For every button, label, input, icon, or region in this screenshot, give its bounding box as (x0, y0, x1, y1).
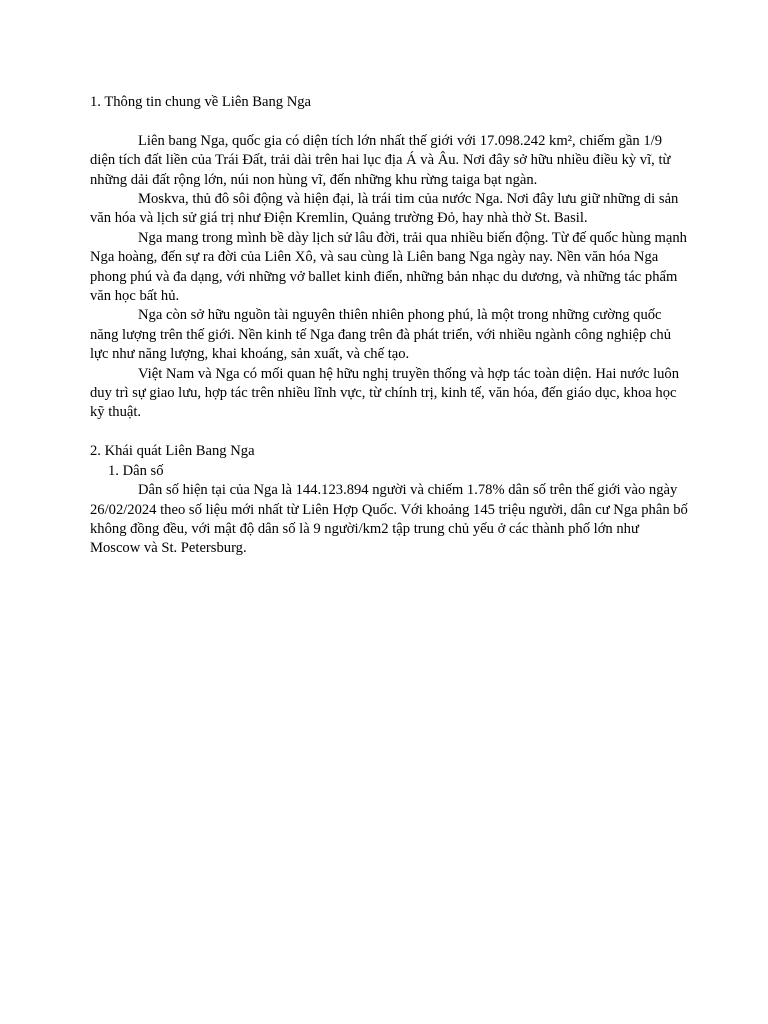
section-1-paragraph: Nga còn sở hữu nguồn tài nguyên thiên nhiên phong phú, là một trong những cường quốc năng lượng trên thế giới. Nền kinh tế Nga đang trên đà phát triển, với nhiều ngành công nghiệp chủ lực như năng lượng, khai khoáng, sản xuất, và chế tạo. (90, 307, 672, 363)
section-1-paragraph: Nga mang trong mình bề dày lịch sử lâu đời, trải qua nhiều biến động. Từ đế quốc hùng mạnh Nga hoàng, đến sự ra đời của Liên Xô, và sau cùng là Liên bang Nga ngày nay. Nền văn hóa Nga phong phú và đa dạng, với những vở ballet kinh điển, những bản nhạc du dương, và những tác phẩm văn học bất hủ. (90, 229, 687, 305)
section-1-paragraph: Liên bang Nga, quốc gia có diện tích lớn nhất thế giới với 17.098.242 km², chiếm gần 1/9 diện tích đất liền của Trái Đất, trải dài trên hai lục địa Á và Âu. Nơi đây sở hữu nhiều điều kỳ vĩ, từ những dải đất rộng lớn, núi non hùng vĩ, đến những khu rừng taiga bạt ngàn. (90, 132, 671, 188)
subsection-heading-population: 1. Dân số (108, 462, 164, 479)
section-1-paragraph: Việt Nam và Nga có mối quan hệ hữu nghị truyền thống và hợp tác toàn diện. Hai nước luôn duy trì sự giao lưu, hợp tác trên nhiều lĩnh vực, từ chính trị, kinh tế, văn hóa, đến giáo dục, khoa học kỹ thuật. (90, 365, 680, 421)
document-page (90, 93, 690, 559)
section-1-paragraph: Moskva, thủ đô sôi động và hiện đại, là trái tim của nước Nga. Nơi đây lưu giữ những di sản văn hóa và lịch sử giá trị như Điện Kremlin, Quảng trường Đỏ, hay nhà thờ St. Basil. (90, 191, 679, 227)
section-2-heading: 2. Khái quát Liên Bang Nga (90, 443, 255, 460)
section-2-paragraph: Dân số hiện tại của Nga là 144.123.894 người và chiếm 1.78% dân số trên thế giới vào ngày 26/02/2024 theo số liệu mới nhất từ Liên Hợp Quốc. Với khoảng 145 triệu người, dân cư Nga phân bố không đồng đều, với mật độ dân số là 9 người/km2 tập trung chủ yếu ở các thành phố lớn như Moscow và St. Petersburg. (90, 482, 688, 557)
section-1-heading: 1. Thông tin chung về Liên Bang Nga (90, 94, 312, 110)
